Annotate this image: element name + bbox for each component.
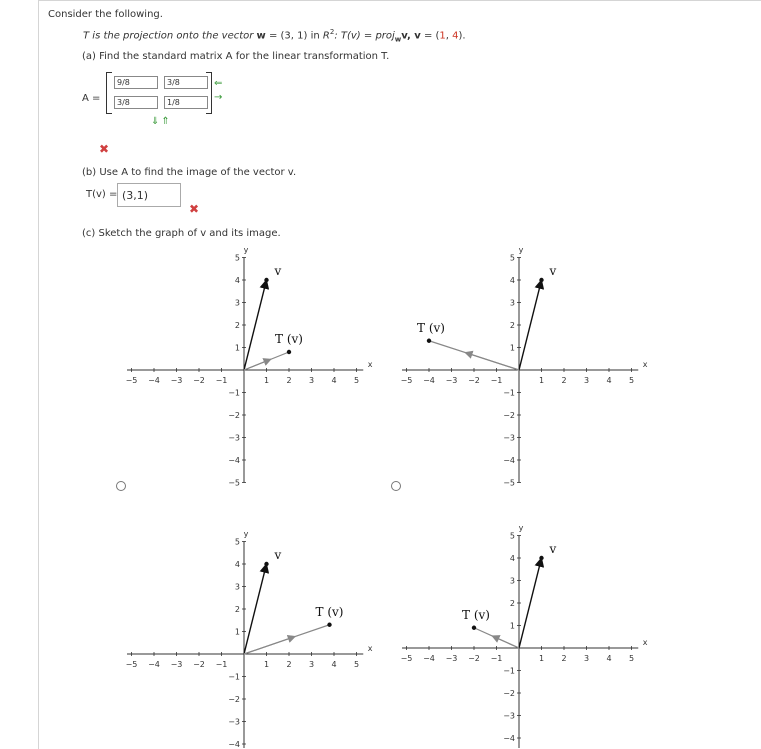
matrix-cell-1-1[interactable]: 9/8 <box>114 76 158 89</box>
row-swap-icon[interactable]: ⇐ <box>214 78 223 89</box>
y-tick-label: −1 <box>503 388 515 398</box>
x-tick-label: 1 <box>263 376 270 385</box>
vector-tv-point <box>287 350 291 354</box>
x-axis-label: x <box>367 360 373 369</box>
x-tick-label: −4 <box>148 660 160 669</box>
vector-tv-point <box>327 623 331 627</box>
x-tick-label: −1 <box>215 660 228 669</box>
matrix-cell-2-1[interactable]: 3/8 <box>114 96 158 109</box>
y-tick-label: 4 <box>234 276 240 285</box>
vector-v-arrow <box>244 280 267 370</box>
y-axis-label: y <box>243 245 249 255</box>
x-axis-label: x <box>642 638 648 647</box>
x-tick-label: 2 <box>561 376 567 385</box>
option-2-graph <box>395 244 648 489</box>
y-tick-label: −2 <box>503 689 515 698</box>
x-tick-label: −5 <box>125 376 138 385</box>
x-tick-label: −2 <box>468 376 480 385</box>
part-a-prompt: (a) Find the standard matrix A for the linear transformation T. <box>82 51 390 62</box>
x-tick-label: 3 <box>583 376 590 385</box>
x-tick-label: −4 <box>423 376 435 385</box>
y-tick-label: 2 <box>234 605 240 614</box>
x-tick-label: 4 <box>606 376 612 385</box>
vector-v-arrow <box>519 558 542 648</box>
vector-tv-point <box>427 339 431 343</box>
y-tick-label: −3 <box>228 433 240 443</box>
part-c-prompt: (c) Sketch the graph of v and its image. <box>82 228 281 239</box>
x-tick-label: −1 <box>215 376 228 385</box>
x-tick-label: 2 <box>286 660 292 669</box>
y-tick-label: 2 <box>509 599 515 608</box>
y-tick-label: 3 <box>234 582 240 592</box>
x-tick-label: −1 <box>490 654 503 663</box>
y-tick-label: −4 <box>503 734 515 743</box>
y-tick-label: −3 <box>503 711 515 721</box>
y-tick-label: −4 <box>228 740 240 749</box>
vector-v-arrow <box>519 280 542 370</box>
x-tick-label: 3 <box>308 376 315 385</box>
vector-tv-label: T (v) <box>315 604 344 619</box>
x-tick-label: 2 <box>561 654 567 663</box>
y-tick-label: −3 <box>503 433 515 443</box>
x-tick-label: 1 <box>538 654 545 663</box>
row-move-icon[interactable]: → <box>214 92 223 103</box>
y-tick-label: −5 <box>503 478 515 488</box>
x-tick-label: 5 <box>353 376 360 385</box>
vector-v-label: v <box>549 264 557 278</box>
x-tick-label: −2 <box>193 376 205 385</box>
x-tick-label: −3 <box>445 654 458 663</box>
intro-text: Consider the following. <box>48 9 163 20</box>
x-tick-label: 4 <box>606 654 612 663</box>
y-tick-label: 1 <box>509 621 515 631</box>
y-tick-label: 1 <box>234 343 240 353</box>
vector-tv-label: T (v) <box>462 607 490 622</box>
y-tick-label: 2 <box>509 321 515 330</box>
part-a-incorrect-icon: ✖ <box>99 142 110 156</box>
x-tick-label: −2 <box>468 654 480 663</box>
y-tick-label: 5 <box>509 253 515 263</box>
y-tick-label: −2 <box>228 695 240 704</box>
column-arrows-icon[interactable]: ⇓⇑ <box>151 116 172 127</box>
y-axis-label: y <box>243 529 249 539</box>
y-tick-label: 5 <box>509 531 515 541</box>
x-tick-label: 5 <box>628 376 635 385</box>
matrix-cell-1-2[interactable]: 3/8 <box>164 76 208 89</box>
matrix-bracket-left <box>106 72 112 114</box>
x-tick-label: −3 <box>445 376 458 385</box>
tv-answer-field[interactable]: (3,1) <box>117 183 181 207</box>
vector-v-label: v <box>274 264 282 278</box>
vector-tv-label: T (v) <box>275 332 303 346</box>
x-tick-label: 4 <box>331 660 337 669</box>
vector-v-point <box>264 278 268 282</box>
x-tick-label: 1 <box>538 376 545 385</box>
vector-tv-arrow <box>465 352 519 370</box>
y-tick-label: −5 <box>228 478 240 488</box>
option-3-graph <box>120 528 373 749</box>
x-axis-label: x <box>367 644 373 653</box>
y-tick-label: 1 <box>234 627 240 637</box>
option-4-graph <box>395 522 648 748</box>
y-tick-label: 4 <box>234 560 240 569</box>
vector-tv-label: T (v) <box>417 320 445 335</box>
part-b-prompt: (b) Use A to find the image of the vector v. <box>82 167 297 178</box>
vector-tv-point <box>472 626 476 630</box>
y-tick-label: −1 <box>503 666 515 676</box>
vector-tv-arrow <box>492 636 519 648</box>
x-tick-label: 3 <box>308 660 315 669</box>
x-tick-label: −2 <box>193 660 205 669</box>
y-tick-label: 3 <box>234 298 240 308</box>
vector-v-point <box>539 278 543 282</box>
x-tick-label: −3 <box>170 660 183 669</box>
part-b-incorrect-icon: ✖ <box>189 202 200 216</box>
matrix-label: A = <box>82 93 101 104</box>
y-tick-label: −4 <box>503 456 515 465</box>
x-axis-label: x <box>642 360 648 369</box>
y-tick-label: 3 <box>509 576 515 586</box>
y-tick-label: 4 <box>509 554 515 563</box>
x-tick-label: −4 <box>423 654 435 663</box>
y-tick-label: 4 <box>509 276 515 285</box>
y-tick-label: 5 <box>234 537 240 547</box>
vector-v-arrow <box>244 564 267 654</box>
y-tick-label: 3 <box>509 298 515 308</box>
x-tick-label: −4 <box>148 376 160 385</box>
vector-tv-arrow <box>244 636 295 654</box>
x-tick-label: 3 <box>583 654 590 663</box>
y-tick-label: −4 <box>228 456 240 465</box>
x-tick-label: 2 <box>286 376 292 385</box>
vector-v-point <box>539 556 543 560</box>
x-tick-label: 5 <box>628 654 635 663</box>
x-tick-label: −1 <box>490 376 503 385</box>
x-tick-label: 4 <box>331 376 337 385</box>
option-1-graph <box>120 244 373 489</box>
y-axis-label: y <box>518 245 524 255</box>
x-tick-label: −5 <box>125 660 138 669</box>
y-tick-label: −2 <box>228 411 240 420</box>
vector-v-label: v <box>549 542 557 556</box>
vector-v-point <box>264 562 268 566</box>
y-tick-label: −1 <box>228 672 240 682</box>
y-tick-label: −3 <box>228 717 240 727</box>
y-axis-label: y <box>518 523 524 533</box>
vector-v-label: v <box>274 548 282 562</box>
x-tick-label: −5 <box>400 654 413 663</box>
y-tick-label: −1 <box>228 388 240 398</box>
tv-label: T(v) = <box>86 189 118 200</box>
vector-tv-arrow <box>244 359 271 370</box>
y-tick-label: −2 <box>503 411 515 420</box>
x-tick-label: 1 <box>263 660 270 669</box>
y-tick-label: 1 <box>509 343 515 353</box>
problem-statement: T is the projection onto the vector w = (3, 1) in $R^2$: T(v) = proj$_w$v, v = (1, 4). <box>83 28 466 44</box>
matrix-cell-2-2[interactable]: 1/8 <box>164 96 208 109</box>
x-tick-label: −5 <box>400 376 413 385</box>
y-tick-label: 5 <box>234 253 240 263</box>
x-tick-label: −3 <box>170 376 183 385</box>
x-tick-label: 5 <box>353 660 360 669</box>
y-tick-label: 2 <box>234 321 240 330</box>
